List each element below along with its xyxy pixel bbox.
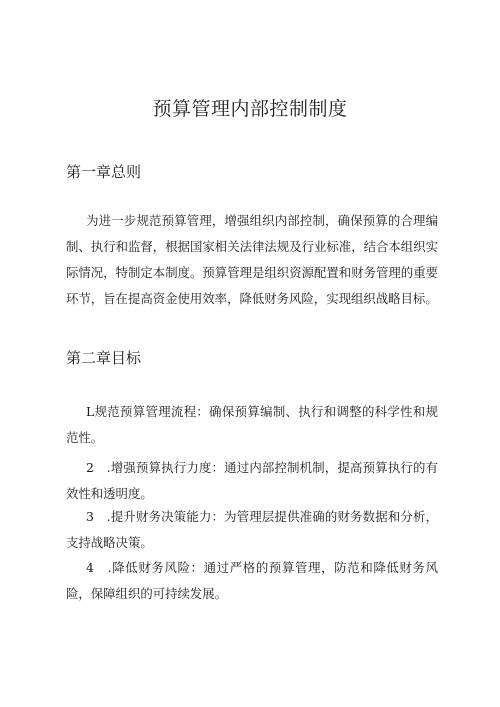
chapter1-heading: 第一章总则	[66, 163, 142, 181]
chapter2-item-3	[66, 504, 438, 556]
chapter1-paragraph	[66, 208, 438, 312]
chapter2-heading: 第二章目标	[66, 349, 142, 367]
chapter2-item-2	[66, 455, 438, 507]
chapter2-item-text: 3 .提升财务决策能力：为管理层提供准确的财务数据和分析，支持战略决策。	[66, 509, 438, 550]
chapter2-item-1	[66, 399, 438, 451]
document-title: 预算管理内部控制制度	[152, 98, 348, 120]
chapter2-item-text: 4 .降低财务风险：通过严格的预算管理，防范和降低财务风险，保障组织的可持续发展。	[66, 560, 438, 601]
chapter2-item-text: L规范预算管理流程：确保预算编制、执行和调整的科学性和规范性。	[66, 404, 438, 445]
chapter2-item-4	[66, 555, 438, 607]
chapter1-paragraph-text: 为进一步规范预算管理，增强组织内部控制，确保预算的合理编制、执行和监督，根据国家相关法律法规及行业标准，结合本组织实际情况，特制定本制度。预算管理是组织资源配置和财务管理的重要环节，旨在提高资金使用效率，降低财务风险，实现组织战略目标。	[66, 213, 438, 306]
chapter2-item-text: 2 .增强预算执行力度：通过内部控制机制，提高预算执行的有效性和透明度。	[66, 460, 438, 501]
